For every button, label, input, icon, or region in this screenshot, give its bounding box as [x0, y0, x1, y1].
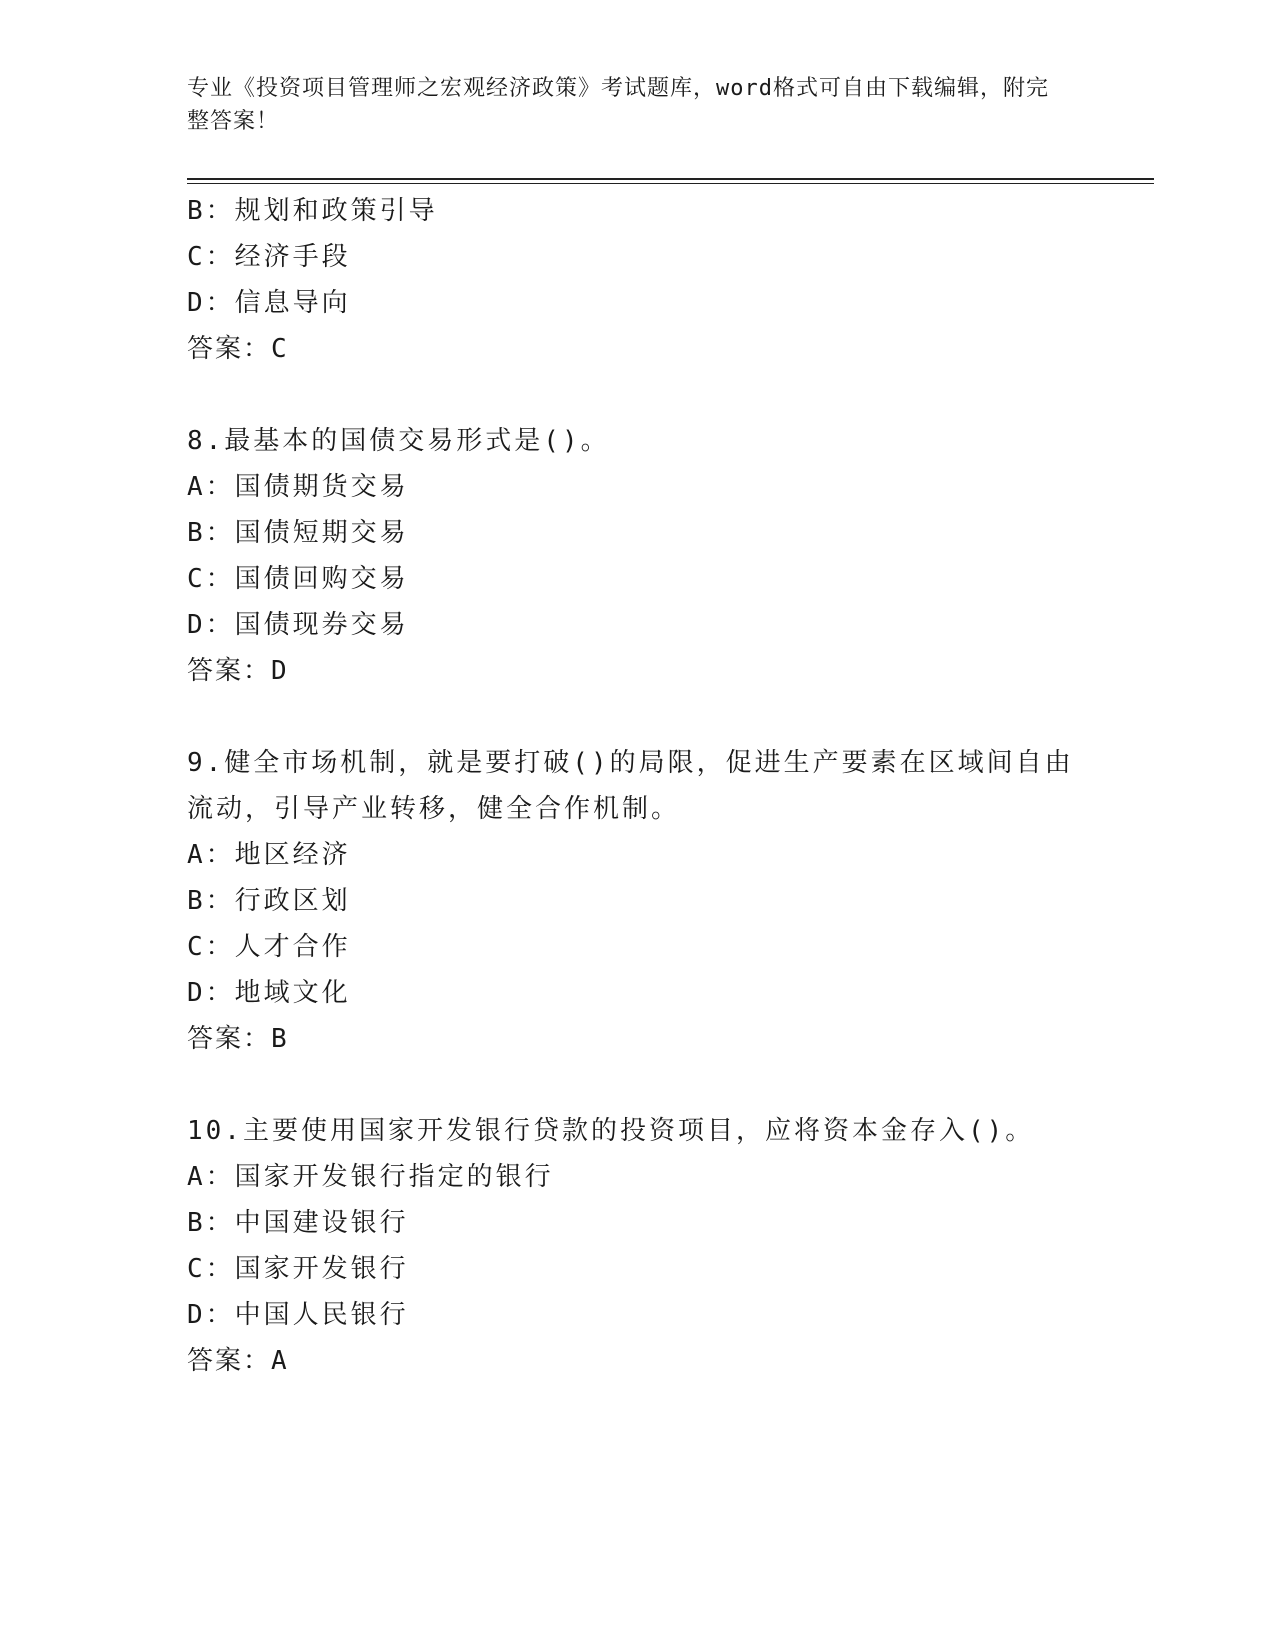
option-d: D：国债现券交易 — [187, 610, 409, 640]
option-b: B：国债短期交易 — [187, 518, 409, 548]
question-stem-line-1: 9.健全市场机制，就是要打破()的局限，促进生产要素在区域间自由 — [187, 748, 1074, 778]
question-7-tail — [187, 188, 1087, 372]
option-d: D：中国人民银行 — [187, 1300, 409, 1330]
question-9 — [187, 740, 1087, 1062]
header-rule-thick — [187, 178, 1154, 180]
question-10 — [187, 1108, 1087, 1384]
option-d: D：地域文化 — [187, 978, 351, 1008]
question-stem: 8.最基本的国债交易形式是()。 — [187, 426, 610, 456]
option-c: C：国家开发银行 — [187, 1254, 409, 1284]
option-b: B：规划和政策引导 — [187, 196, 438, 226]
question-8 — [187, 418, 1087, 694]
option-b: B：行政区划 — [187, 886, 351, 916]
option-c: C：国债回购交易 — [187, 564, 409, 594]
option-c: C：人才合作 — [187, 932, 351, 962]
answer-line: 答案：A — [187, 1346, 289, 1376]
question-stem: 10.主要使用国家开发银行贷款的投资项目，应将资本金存入()。 — [187, 1116, 1035, 1146]
question-content — [187, 188, 1087, 1384]
option-d: D：信息导向 — [187, 288, 351, 318]
option-c: C：经济手段 — [187, 242, 351, 272]
option-b: B：中国建设银行 — [187, 1208, 409, 1238]
spacer — [187, 372, 1087, 418]
option-a: A：地区经济 — [187, 840, 351, 870]
document-header: 专业《投资项目管理师之宏观经济政策》考试题库，word格式可自由下载编辑，附完整答案！ — [187, 76, 1049, 134]
header-rule-thin — [187, 183, 1154, 184]
option-a: A：国家开发银行指定的银行 — [187, 1162, 554, 1192]
spacer — [187, 694, 1087, 740]
answer-line: 答案：D — [187, 656, 289, 686]
option-a: A：国债期货交易 — [187, 472, 409, 502]
question-stem-line-2: 流动，引导产业转移，健全合作机制。 — [187, 794, 681, 824]
answer-line: 答案：B — [187, 1024, 289, 1054]
spacer — [187, 1062, 1087, 1108]
answer-line: 答案：C — [187, 334, 289, 364]
